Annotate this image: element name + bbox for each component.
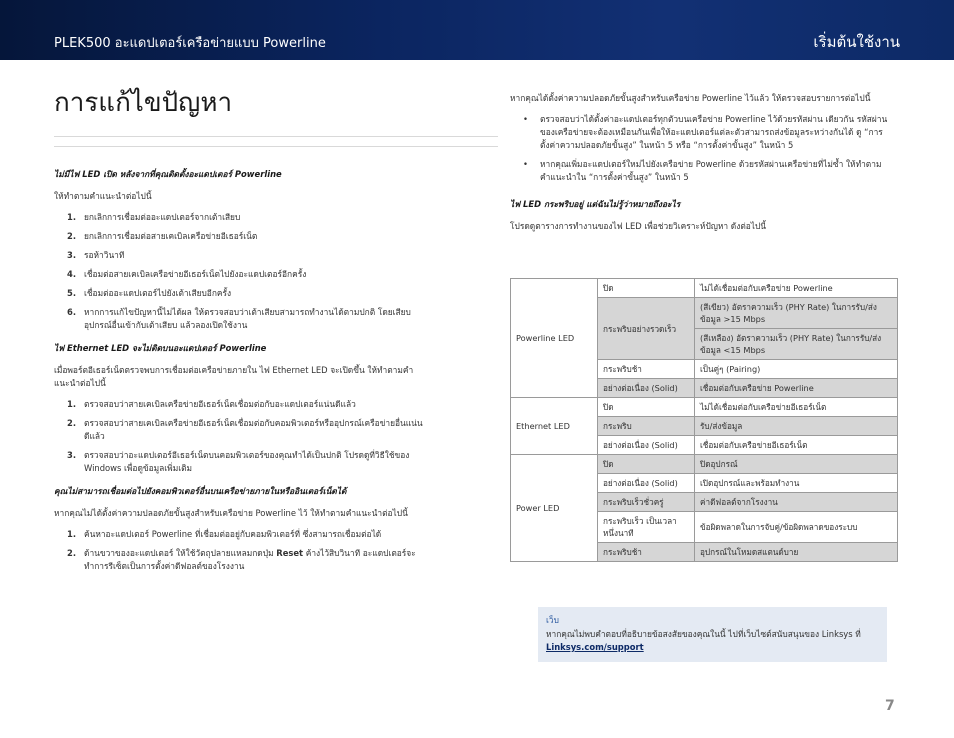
table-cell: ปิดอุปกรณ์ <box>695 455 898 474</box>
divider <box>54 146 498 147</box>
list-item: 6. หากการแก้ไขปัญหานี้ไม่ได้ผล ให้ตรวจสอบว่าเต้าเสียบสามารถทำงานได้ตามปกติ โดยเสียบอุปกรณ์อื่นเข้ากับเต้าเสียบ แล้วลองเปิดใช้งาน <box>67 307 411 330</box>
support-link[interactable]: Linksys.com/support <box>546 642 644 652</box>
table-cell: ไม่ได้เชื่อมต่อกับเครือข่าย Powerline <box>695 279 898 298</box>
table-cell: เชื่อมต่อกับเครือข่ายอีเธอร์เน็ต <box>695 436 898 455</box>
table-cell: เปิดอุปกรณ์และพร้อมทำงาน <box>695 474 898 493</box>
web-note-box <box>538 607 887 662</box>
list-item: 1. ยกเลิกการเชื่อมต่ออะแดปเตอร์จากเต้าเสียบ <box>67 212 241 222</box>
section-heading: ไฟ Ethernet LED จะไม่ติดบนอะแดปเตอร์ Powerline <box>54 343 267 353</box>
table-row <box>511 279 898 298</box>
paragraph: เมื่อพอร์ตอีเธอร์เน็ตตรวจพบการเชื่อมต่อเครือข่ายภายใน ไฟ Ethernet LED จะเปิดขึ้น ให้ทำตามคำแนะนำต่อไปนี้ <box>54 365 414 388</box>
table-cell: อย่างต่อเนื่อง (Solid) <box>598 436 695 455</box>
bullet-list <box>510 113 888 184</box>
table-cell: กระพริบช้า <box>598 543 695 562</box>
page-header <box>0 0 954 60</box>
steps-list <box>54 528 434 573</box>
steps-list <box>54 398 434 475</box>
table-cell: อย่างต่อเนื่อง (Solid) <box>598 474 695 493</box>
table-cell: Ethernet LED <box>511 398 598 455</box>
table-cell: Powerline LED <box>511 279 598 398</box>
paragraph: ให้ทำตามคำแนะนำต่อไปนี้ <box>54 191 152 201</box>
table-cell: ค่าดีฟอลต์จากโรงงาน <box>695 493 898 512</box>
list-item: 2. ด้านขวาของอะแดปเตอร์ ให้ใช้วัตถุปลายแหลมกดปุ่ม Reset ค้างไว้สิบวินาที อะแดปเตอร์จะทำการรีเซ็ตเป็นการตั้งค่าดีฟอลต์ของโรงงาน <box>67 548 416 571</box>
table-cell: อุปกรณ์ในโหมดสแตนด์บาย <box>695 543 898 562</box>
led-status-table <box>510 278 898 562</box>
list-item: • ตรวจสอบว่าได้ตั้งค่าอะแดปเตอร์ทุกตัวบนเครือข่าย Powerline ไว้ด้วยรหัสผ่าน เดียวกัน รหัสผ่านของเครือข่ายจะต้องเหมือนกันเพื่อให้อะแดปเตอร์แต่ละตัวสามารถส่งข้อมูลระหว่างกันได้ ดู “การตั้งค่าความปลอดภัยขั้นสูง” ในหน้า 5 หรือ “การตั้งค่าขั้นสูง” ในหน้า 5 <box>523 114 888 150</box>
divider <box>54 136 498 137</box>
table-cell: กระพริบอย่างรวดเร็ว <box>598 298 695 360</box>
table-cell: อย่างต่อเนื่อง (Solid) <box>598 379 695 398</box>
paragraph: โปรดดูตารางการทำงานของไฟ LED เพื่อช่วยวิเคราะห์ปัญหา ดังต่อไปนี้ <box>510 221 767 231</box>
table-cell: ปิด <box>598 279 695 298</box>
list-item: • หากคุณเพิ่มอะแดปเตอร์ใหม่ไปยังเครือข่าย Powerline ด้วยรหัสผ่านเครือข่ายที่ไม่ซ้ำ ให้ทำตามคำแนะนำใน “การตั้งค่าขั้นสูง” ในหน้า 5 <box>523 159 882 182</box>
header-doc-title: PLEK500 อะแดปเตอร์เครือข่ายแบบ Powerline <box>54 36 326 51</box>
table-cell: กระพริบช้า <box>598 360 695 379</box>
section-heading: คุณไม่สามารถเชื่อมต่อไปยังคอมพิวเตอร์อื่นบนเครือข่ายภายในหรืออินเตอร์เน็ตได้ <box>54 486 347 496</box>
list-item: 3. ตรวจสอบว่าอะแดปเตอร์อีเธอร์เน็ตบนคอมพิวเตอร์ของคุณทำได้เป็นปกติ โปรดดูที่วิธีใช้ของ Windows เพื่อดูข้อมูลเพิ่มเติม <box>67 450 410 473</box>
section-heading: ไม่มีไฟ LED เปิด หลังจากที่คุณติดตั้งอะแดปเตอร์ Powerline <box>54 169 282 179</box>
table-cell: ไม่ได้เชื่อมต่อกับเครือข่ายอีเธอร์เน็ต <box>695 398 898 417</box>
paragraph: หากคุณได้ตั้งค่าความปลอดภัยขั้นสูงสำหรับเครือข่าย Powerline ไว้แล้ว ให้ตรวจสอบรายการต่อไปนี้ <box>510 93 871 103</box>
table-row <box>511 398 898 417</box>
table-cell: กระพริบเร็วชั่วครู่ <box>598 493 695 512</box>
left-column <box>54 168 434 583</box>
table-cell: กระพริบเร็ว เป็นเวลาหนึ่งนาที <box>598 512 695 543</box>
table-cell: (สีเขียว) อัตราความเร็ว (PHY Rate) ในการรับ/ส่งข้อมูล >15 Mbps <box>695 298 898 329</box>
table-cell: กระพริบ <box>598 417 695 436</box>
note-title: เว็บ <box>546 615 559 625</box>
steps-list <box>54 211 434 332</box>
paragraph: หากคุณไม่ได้ตั้งค่าความปลอดภัยขั้นสูงสำหรับเครือข่าย Powerline ไว้ ให้ทำตามคำแนะนำต่อไปนี้ <box>54 508 408 518</box>
page-title: การแก้ไขปัญหา <box>54 88 233 118</box>
table-cell: ปิด <box>598 455 695 474</box>
list-item: 1. ค้นหาอะแดปเตอร์ Powerline ที่เชื่อมต่ออยู่กับคอมพิวเตอร์ที่ ซึ่งสามารถเชื่อมต่อได้ <box>67 529 382 539</box>
table-cell: (สีเหลือง) อัตราความเร็ว (PHY Rate) ในการรับ/ส่งข้อมูล <15 Mbps <box>695 329 898 360</box>
list-item: 3. รอห้าวินาที <box>67 250 125 260</box>
section-heading: ไฟ LED กระพริบอยู่ แต่ฉันไม่รู้ว่าหมายถึงอะไร <box>510 199 681 209</box>
list-item: 4. เชื่อมต่อสายเคเบิลเครือข่ายอีเธอร์เน็ตไปยังอะแดปเตอร์อีกครั้ง <box>67 269 307 279</box>
list-item: 1. ตรวจสอบว่าสายเคเบิลเครือข่ายอีเธอร์เน็ตเชื่อมต่อกับอะแดปเตอร์แน่นดีแล้ว <box>67 399 356 409</box>
page-number: 7 <box>885 698 895 714</box>
table-cell: รับ/ส่งข้อมูล <box>695 417 898 436</box>
table-cell: ข้อผิดพลาดในการจับคู่/ข้อผิดพลาดของระบบ <box>695 512 898 543</box>
list-item: 2. ตรวจสอบว่าสายเคเบิลเครือข่ายอีเธอร์เน็ตเชื่อมต่อกับคอมพิวเตอร์หรืออุปกรณ์เครือข่ายอื่นแน่นดีแล้ว <box>67 418 423 441</box>
list-item: 5. เชื่อมต่ออะแดปเตอร์ไปยังเต้าเสียบอีกครั้ง <box>67 288 232 298</box>
table-cell: ปิด <box>598 398 695 417</box>
list-item: 2. ยกเลิกการเชื่อมต่อสายเคเบิลเครือข่ายอีเธอร์เน็ต <box>67 231 258 241</box>
table-row <box>511 455 898 474</box>
note-body: หากคุณไม่พบคำตอบที่อธิบายข้อสงสัยของคุณในนี้ ไปที่เว็บไซต์สนับสนุนของ Linksys ที่ Linksys.com/support <box>546 629 861 652</box>
table-cell: เชื่อมต่อกับเครือข่าย Powerline <box>695 379 898 398</box>
header-section-title: เริ่มต้นใช้งาน <box>813 33 900 51</box>
table-cell: Power LED <box>511 455 598 562</box>
table-cell: เป็นคู่ๆ (Pairing) <box>695 360 898 379</box>
reset-keyword: Reset <box>276 548 304 558</box>
right-column <box>510 92 888 241</box>
